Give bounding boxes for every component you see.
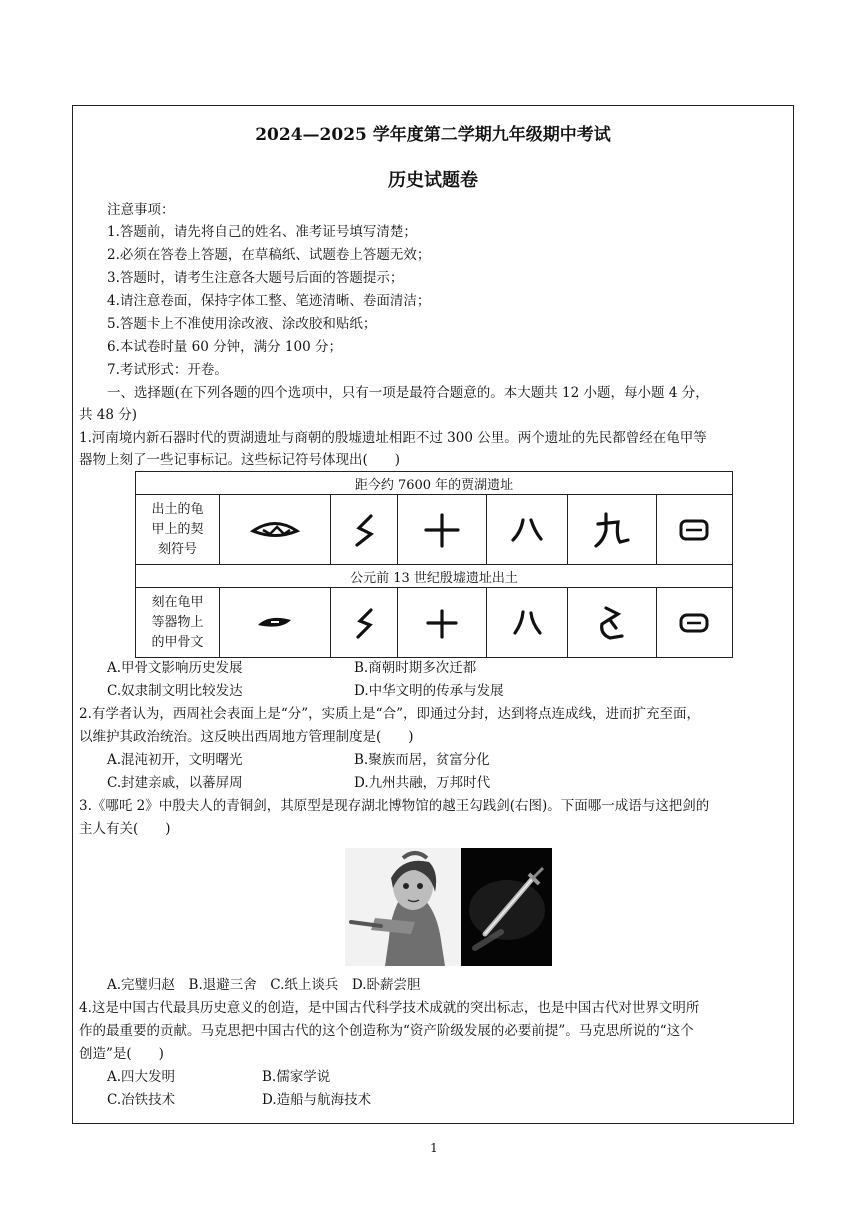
q1-stem: 1.河南境内新石器时代的贾湖遗址与商朝的殷墟遗址相距不过 300 公里。两个遗址的先民都曾经在龟甲等	[79, 430, 707, 446]
lady-yin-character-image	[345, 848, 461, 966]
q2-option-a: A.混沌初开，文明曙光	[107, 752, 243, 768]
note-item: 6.本试卷时量 60 分钟，满分 100 分；	[107, 339, 342, 355]
exam-subtitle: 历史试题卷	[388, 170, 478, 191]
cross-oracle-icon	[398, 588, 487, 658]
nine-oracle-icon	[567, 588, 656, 658]
q2-stem: 2.有学者认为，西周社会表面上是“分”，实质上是“合”，即通过分封，达到将点连成线，进而扩充至面，	[79, 706, 700, 722]
note-item: 7.考试形式：开卷。	[107, 362, 228, 378]
cross-symbol-icon	[398, 495, 487, 565]
q4-option-d: D.造船与航海技术	[262, 1092, 372, 1108]
q4-option-a: A.四大发明	[107, 1069, 176, 1085]
q1-option-b: B.商朝时期多次迁都	[354, 660, 477, 676]
eye-symbol-icon	[220, 495, 331, 565]
section-heading-cont: 共 48 分)	[79, 407, 138, 423]
q2-option-c: C.封建亲戚，以蕃屏周	[107, 775, 243, 791]
q4-stem-cont: 作的最重要的贡献。马克思把中国古代的这个创造称为“资产阶级发展的必要前提”。马克思所说的“这个	[79, 1023, 694, 1039]
sun-symbol-icon	[656, 495, 732, 565]
eight-oracle-icon	[487, 588, 567, 658]
q1-option-d: D.中华文明的传承与发展	[354, 683, 504, 699]
section-heading: 一、选择题(在下列各题的四个选项中，只有一项是最符合题意的。本大题共 12 小题，每小题 4 分，	[107, 385, 709, 401]
q1-stem-cont: 器物上刻了一些记事标记。这些标记符号体现出( )	[79, 452, 401, 468]
q4-option-c: C.冶铁技术	[107, 1092, 176, 1108]
q1-option-c: C.奴隶制文明比较发达	[107, 683, 243, 699]
q4-stem: 4.这是中国古代最具历史意义的创造，是中国古代科学技术成就的突出标志，也是中国古代对世界文明所	[79, 1000, 700, 1016]
q2-option-d: D.九州共融，万邦时代	[354, 775, 491, 791]
row-label-jiahu: 出土的龟 甲上的契 刻符号	[136, 495, 220, 565]
q2-stem-cont: 以维护其政治统治。这反映出西周地方管理制度是( )	[79, 729, 414, 745]
q1-option-a: A.甲骨文影响历史发展	[107, 660, 243, 676]
table-header-jiahu: 距今约 7600 年的贾湖遗址	[136, 472, 733, 495]
page-number: 1	[430, 1141, 438, 1155]
q3-stem-cont: 主人有关( )	[79, 821, 171, 837]
q3-options: A.完璧归赵 B.退避三舍 C.纸上谈兵 D.卧薪尝胆	[107, 977, 421, 993]
q3-stem: 3.《哪吒 2》中殷夫人的青铜剑，其原型是现存湖北博物馆的越王勾践剑(右图)。下面哪一成语与这把剑的	[79, 798, 710, 814]
q4-stem-cont2: 创造”是( )	[79, 1046, 164, 1062]
eye-oracle-icon	[220, 588, 331, 658]
nine-symbol-icon	[567, 495, 656, 565]
goujian-sword-image	[461, 848, 552, 966]
note-item: 3.答题时，请考生注意各大题号后面的答题提示；	[107, 270, 404, 286]
q4-option-b: B.儒家学说	[262, 1069, 331, 1085]
exam-title: 2024—2025 学年度第二学期九年级期中考试	[255, 125, 611, 145]
note-item: 5.答题卡上不准使用涂改液、涂改胶和贴纸；	[107, 316, 377, 332]
curve-oracle-icon	[330, 588, 397, 658]
eight-symbol-icon	[487, 495, 567, 565]
q2-option-b: B.聚族而居，贫富分化	[354, 752, 490, 768]
notes-heading: 注意事项：	[107, 202, 175, 218]
symbol-comparison-table	[135, 471, 733, 658]
sun-oracle-icon	[656, 588, 732, 658]
note-item: 1.答题前，请先将自己的姓名、准考证号填写清楚；	[107, 224, 417, 240]
curve-symbol-icon	[330, 495, 397, 565]
table-header-yinxu: 公元前 13 世纪殷墟遗址出土	[136, 565, 733, 588]
note-item: 2.必须在答卷上答题，在草稿纸、试题卷上答题无效；	[107, 247, 431, 263]
row-label-yinxu: 刻在龟甲 等器物上 的甲骨文	[136, 588, 220, 658]
note-item: 4.请注意卷面，保持字体工整、笔迹清晰、卷面清洁；	[107, 293, 431, 309]
